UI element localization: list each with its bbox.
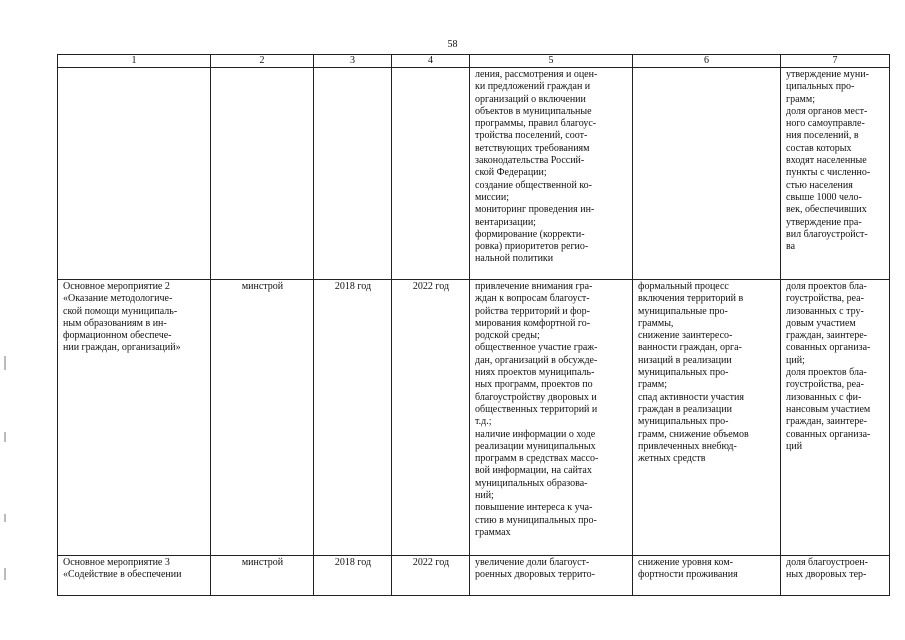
end-year-cell [392, 68, 470, 280]
table-row [58, 556, 890, 596]
consequences-cell [633, 68, 781, 280]
indicator-cell: доля благоустроен- ных дворовых тер- [781, 556, 890, 596]
scan-artifact [4, 432, 6, 442]
start-year-cell [314, 68, 392, 280]
header-row [58, 55, 890, 68]
table-row [58, 280, 890, 556]
consequences-cell: снижение уровня ком- фортности проживания [633, 556, 781, 596]
expected-result-cell: увеличение доли благоуст- роенных дворовых террито- [470, 556, 633, 596]
executor-cell [211, 68, 314, 280]
column-number: 3 [314, 55, 392, 68]
table-row [58, 68, 890, 280]
column-number: 6 [633, 55, 781, 68]
measure-name-cell: Основное мероприятие 3 «Содействие в обеспечении [58, 556, 211, 596]
start-year-cell: 2018 год [314, 556, 392, 596]
scan-artifact [4, 568, 6, 580]
measures-table [57, 54, 890, 596]
end-year-cell: 2022 год [392, 280, 470, 556]
consequences-cell: формальный процесс включения территорий в муниципальные про- граммы, снижение заинтересо- ванности граждан, орга- низаций в реализации муниципальных про- грамм; спад активности участия граждан в реализации муниципальных про- грамм, снижение объемов привлеченных внебюд- жетных средств [633, 280, 781, 556]
expected-result-cell: привлечение внимания гра- ждан к вопросам благоуст- ройства территорий и фор- мирования комфортной го- родской среды; общественное участие граж- дан, организаций в обсужде- ниях проектов муниципаль- ных программ, проектов по благоустройству дворовых и общественных территорий и т.д.; наличие информации о ходе реализации муниципальных программ в средствах массо- вой информации, на сайтах муниципальных образова- ний; повышение интереса к уча- стию в муниципальных про- граммах [470, 280, 633, 556]
measure-name-cell [58, 68, 211, 280]
executor-cell: минстрой [211, 556, 314, 596]
expected-result-cell: ления, рассмотрения и оцен- ки предложений граждан и организаций о включении объектов в муниципальные программы, правил благоус- тройства поселений, соот- ветствующих требованиям законодательства Россий- ской Федерации; создание общественной ко- миссии; мониторинг проведения ин- вентаризации; формирование (корректи- ровка) приоритетов регио- нальной политики [470, 68, 633, 280]
column-number: 2 [211, 55, 314, 68]
column-number: 4 [392, 55, 470, 68]
scan-artifact [4, 514, 6, 522]
end-year-cell: 2022 год [392, 556, 470, 596]
start-year-cell: 2018 год [314, 280, 392, 556]
scan-artifact [4, 356, 6, 370]
indicator-cell: утверждение муни- ципальных про- грамм; доля органов мест- ного самоуправле- ния поселений, в состав которых входят населенные пункты с численно- стью населения свыше 1000 чело- век, обеспечивших утверждение пра- вил благоустройст- ва [781, 68, 890, 280]
page-number: 58 [447, 39, 458, 50]
column-number: 1 [58, 55, 211, 68]
executor-cell: минстрой [211, 280, 314, 556]
measure-name-cell: Основное мероприятие 2 «Оказание методологиче- ской помощи муниципаль- ным образованиям в ин- формационном обеспече- нии граждан, организаций» [58, 280, 211, 556]
column-number: 7 [781, 55, 890, 68]
column-number: 5 [470, 55, 633, 68]
indicator-cell: доля проектов бла- гоустройства, реа- лизованных с тру- довым участием граждан, заинтере- сованных организа- ций; доля проектов бла- гоустройства, реа- лизованных с фи- нансовым участием граждан, заинтере- сованных организа- ций [781, 280, 890, 556]
